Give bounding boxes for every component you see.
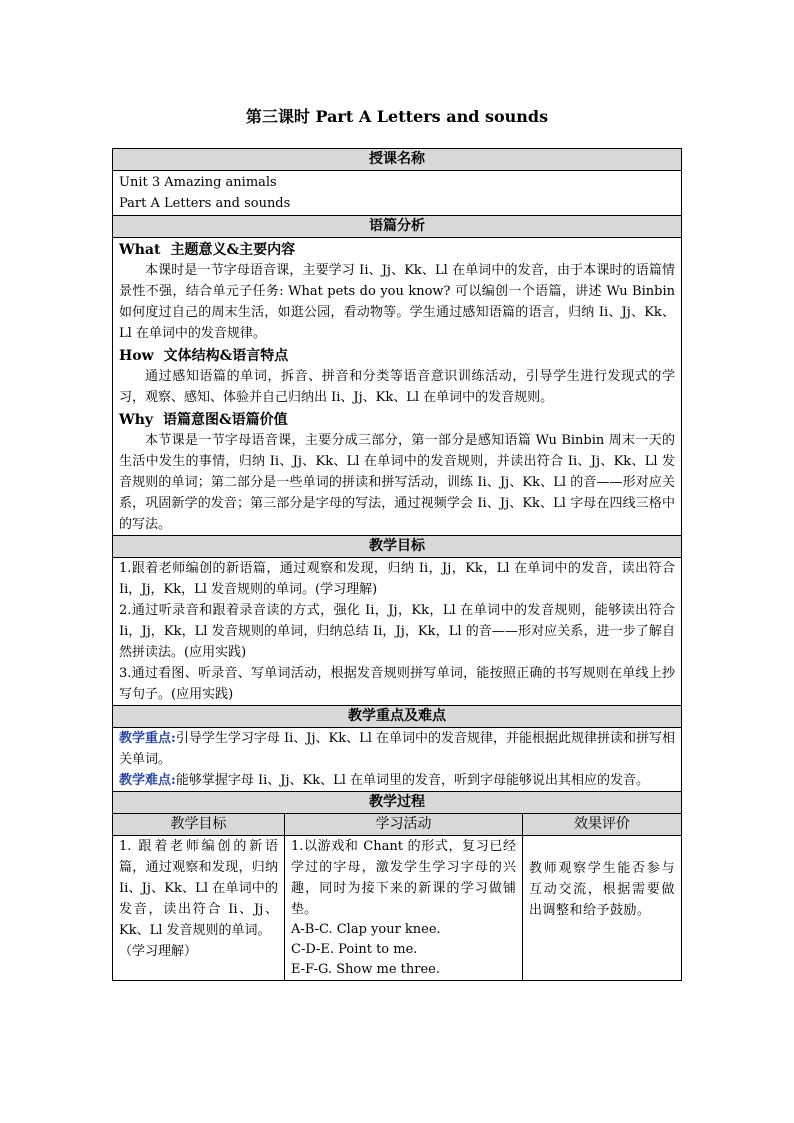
how-heading <box>119 346 675 366</box>
objective-item-1: 1.跟着老师编创的新语篇，通过观察和发现，归纳 Ii，Jj，Kk，Ll 在单词中的发音，读出符合 Ii，Jj，Kk，Ll 发音规则的单词。(学习理解) <box>119 561 675 597</box>
section-header-objectives: 教学目标 <box>113 536 682 558</box>
why-body: 本节课是一节字母语音课，主要分成三部分，第一部分是感知语篇 Wu Binbin 周末一天的生活中发生的事情，归纳 Ii、Jj、Kk、Ll 在单词中的发音规则，并读出符合 Ii、Jj、Kk、Ll 发音规则的单词；第二部分是一些单词的拼读和拼写活动，训练 Ii、Jj、Kk、Ll 的音——形对应关系，巩固新学的发音；第三部分是字母的写法，通过视频学会 Ii、Jj、Kk、Ll 字母在四线三格中的写法。 <box>119 433 675 532</box>
process-header-row <box>113 792 682 814</box>
what-title: 主题意义&主要内容 <box>170 242 296 258</box>
process-objective-tag: （学习理解） <box>119 944 198 959</box>
what-label: What <box>119 242 161 258</box>
text-analysis-header-row <box>113 216 682 238</box>
difficult-point-text: 能够掌握字母 Ii、Jj、Kk、Ll 在单词里的发音，听到字母能够说出其相应的发音。 <box>175 773 649 788</box>
key-point-text: 引导学生学习字母 Ii、Jj、Kk、Ll 在单词中的发音规律，并能根据此规律拼读和拼写相关单词。 <box>119 731 675 767</box>
why-title: 语篇意图&语篇价值 <box>163 412 288 428</box>
key-point-paragraph <box>119 728 675 770</box>
process-objective-cell <box>113 836 285 981</box>
part-title: Part A Letters and sounds <box>119 196 291 211</box>
chant-line-2: C-D-E. Point to me. <box>291 942 418 957</box>
section-header-process: 教学过程 <box>113 792 682 814</box>
page-title: 第三课时 Part A Letters and sounds <box>245 107 549 126</box>
why-heading <box>119 410 675 430</box>
section-header-key-points: 教学重点及难点 <box>113 706 682 728</box>
what-heading <box>119 240 675 260</box>
column-header-evaluation: 效果评价 <box>523 814 682 836</box>
process-column-header-row <box>113 814 682 836</box>
unit-title: Unit 3 Amazing animals <box>119 175 277 190</box>
text-analysis-row <box>113 238 682 536</box>
text-analysis-cell <box>113 238 682 536</box>
section-header-course-name: 授课名称 <box>113 149 682 171</box>
key-point-label: 教学重点: <box>119 731 176 746</box>
difficult-point-label: 教学难点: <box>119 773 176 788</box>
objective-item-2: 2.通过听录音和跟着录音读的方式，强化 Ii，Jj，Kk，Ll 在单词中的发音规则，能够读出符合 Ii，Jj，Kk，Ll 发音规则的单词，归纳总结 Ii，Jj，Kk，Ll 的音——形对应关系，进一步了解自然拼读法。(应用实践) <box>119 603 675 660</box>
objectives-header-row <box>113 536 682 558</box>
chant-line-1: A-B-C. Clap your knee. <box>291 922 441 937</box>
why-label: Why <box>119 412 154 428</box>
difficult-point-paragraph <box>119 770 675 791</box>
lesson-plan-table <box>112 148 682 981</box>
how-label: How <box>119 348 154 364</box>
key-points-row <box>113 728 682 792</box>
column-header-objective: 教学目标 <box>113 814 285 836</box>
process-activity-text: 1.以游戏和 Chant 的形式，复习已经学过的字母，激发学生学习字母的兴趣，同时为接下来的新课的学习做铺垫。 <box>291 839 516 917</box>
course-name-cell <box>113 171 682 216</box>
process-evaluation-text: 教师观察学生能否参与互动交流，根据需要做出调整和给予鼓励。 <box>529 861 675 918</box>
objective-item-3: 3.通过看图、听录音、写单词活动，根据发音规则拼写单词，能按照正确的书写规则在单线上抄写句子。(应用实践) <box>119 666 675 702</box>
what-body: 本课时是一节字母语音课，主要学习 Ii、Jj、Kk、Ll 在单词中的发音，由于本课时的语篇情景性不强，结合单元子任务: What pets do you know? 可以编创一个语篇，讲述 Wu Binbin 如何度过自己的周末生活，如逛公园，看动物等。学生通过感知语篇的语言，归纳 Ii、Jj、Kk、Ll 在单词中的发音规律。 <box>119 263 675 341</box>
objectives-row <box>113 558 682 706</box>
process-evaluation-cell <box>523 836 682 981</box>
key-points-header-row <box>113 706 682 728</box>
section-header-text-analysis: 语篇分析 <box>113 216 682 238</box>
column-header-activity: 学习活动 <box>285 814 523 836</box>
process-row-1 <box>113 836 682 981</box>
chant-line-3: E-F-G. Show me three. <box>291 962 440 977</box>
process-objective-text: 1. 跟着老师编创的新语篇，通过观察和发现，归纳 Ii、Jj、Kk、Ll 在单词中的发音，读出符合 Ii、Jj、Kk、Ll 发音规则的单词。 <box>119 839 278 938</box>
key-points-cell <box>113 728 682 792</box>
course-name-header-row <box>113 149 682 171</box>
course-name-row <box>113 171 682 216</box>
how-body: 通过感知语篇的单词，拆音、拼音和分类等语音意识训练活动，引导学生进行发现式的学习，观察、感知、体验并自己归纳出 Ii、Jj、Kk、Ll 在单词中的发音规则。 <box>119 369 675 405</box>
objectives-cell <box>113 558 682 706</box>
process-activity-cell <box>285 836 523 981</box>
how-title: 文体结构&语言特点 <box>163 348 289 364</box>
